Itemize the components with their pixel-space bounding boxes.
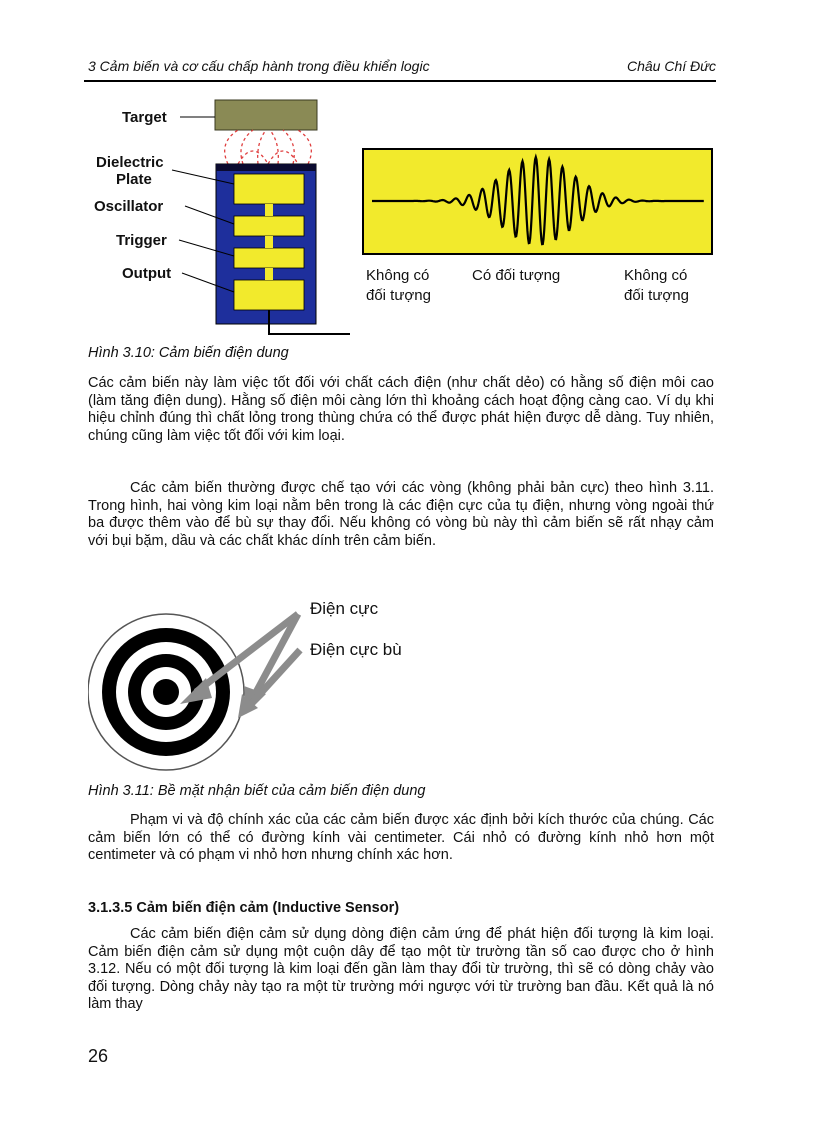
paragraph-4: Các cảm biến điện cảm sử dụng dòng điện cảm ứng để phát hiện đối tượng là kim loại. Cảm biến điện cảm sử dụng một cuộn dây để tạo một từ trường tần số cao được cho ở hình 3.12. Nếu có một đối tượng là kim loại đến gần làm thay đổi từ trường, thì sẽ có dòng chảy vào đối tượng. Dòng chảy này tạo ra một từ trường mới ngược với từ trường ban đầu. Kết quả là nó làm thay (88, 926, 714, 1012)
wave-label-left-1: Không có (366, 267, 430, 284)
header-chapter-title: 3 Cảm biến và cơ cấu chấp hành trong điều khiển logic (88, 58, 430, 74)
running-header (88, 58, 716, 78)
waveform-labels (362, 262, 714, 306)
oscillation-waveform (362, 148, 714, 256)
target-block (215, 100, 317, 130)
label-comp-electrode: Điện cực bù (310, 640, 402, 659)
wave-label-right-2: đối tượng (624, 287, 689, 304)
field-lines (225, 130, 312, 164)
inner-electrode (153, 679, 179, 705)
header-author: Châu Chí Đức (626, 58, 716, 74)
oscillator-block (234, 216, 304, 236)
label-electrode: Điện cực (310, 599, 379, 618)
section-heading: 3.1.3.5 Cảm biến điện cảm (Inductive Sensor) (88, 900, 400, 916)
label-target: Target (122, 109, 167, 126)
dielectric-plate (234, 174, 304, 204)
wave-label-center: Có đối tượng (472, 267, 561, 284)
output-block (234, 280, 304, 310)
paragraph-2: Các cảm biến thường được chế tạo với các vòng (không phải bản cực) theo hình 3.11. Trong hình, hai vòng kim loại nằm bên trong là các điện cực của tụ điện, nhưng vòng ngoài thứ ba được thêm vào để bù sự thay đổi. Nếu không có vòng bù này thì cảm biến sẽ rất nhạy cảm với bụi bặm, dầu và các chất khác dính trên cảm biến. (88, 480, 714, 549)
sensor-structure-diagram (88, 98, 358, 340)
sensing-surface-diagram (88, 592, 508, 782)
wave-label-right-1: Không có (624, 267, 688, 284)
figure-3-10-caption: Hình 3.10: Cảm biến điện dung (88, 345, 289, 361)
paragraph-1: Các cảm biến này làm việc tốt đối với chất cách điện (như chất dẻo) có hằng số điện môi cao (làm tăng điện dung). Hằng số điện môi càng lớn thì khoảng cách hoạt động càng cao. Ví dụ khi hiệu chỉnh đúng thì chất lỏng trong thùng chứa có thể được phát hiện được dễ dàng. Tuy nhiên, chúng cũng làm việc tốt đối với kim loại. (88, 375, 714, 444)
wave-label-left-2: đối tượng (366, 287, 431, 304)
label-dielectric-2: Plate (116, 171, 152, 188)
label-trigger: Trigger (116, 232, 167, 249)
paragraph-3: Phạm vi và độ chính xác của các cảm biến được xác định bởi kích thước của chúng. Các cảm biến lớn có thể có đường kính vài centimeter. Cái nhỏ có đường kính nhỏ hơn một centimeter và có phạm vi nhỏ hơn nhưng chính xác hơn. (88, 812, 714, 863)
label-oscillator: Oscillator (94, 198, 164, 215)
label-output: Output (122, 265, 172, 282)
page-number: 26 (88, 1046, 109, 1066)
header-rule (84, 80, 716, 82)
trigger-block (234, 248, 304, 268)
figure-3-11-caption: Hình 3.11: Bề mặt nhận biết của cảm biến điện dung (88, 783, 426, 799)
label-dielectric-1: Dielectric (96, 154, 164, 171)
